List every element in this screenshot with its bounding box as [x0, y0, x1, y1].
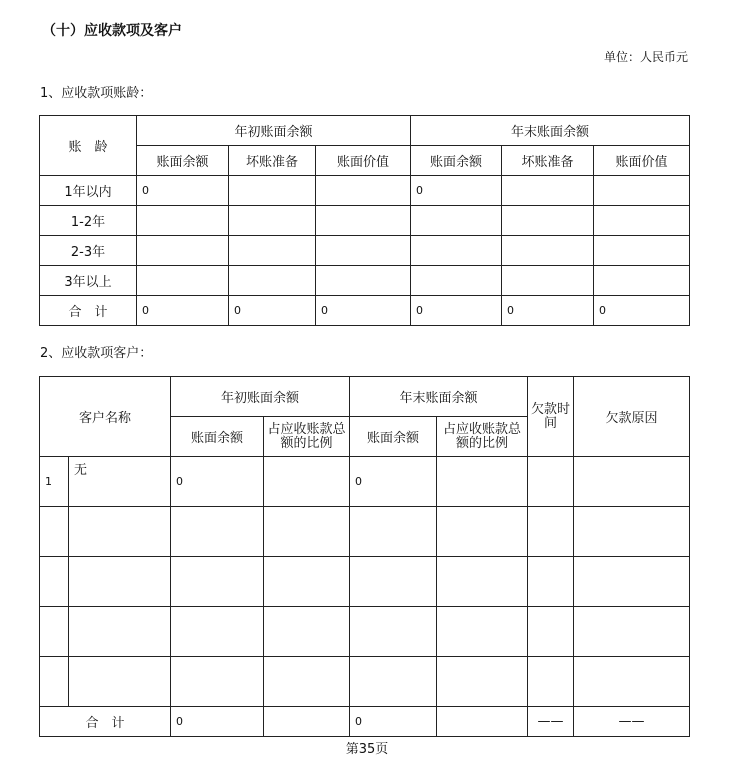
end-balance [350, 607, 437, 657]
end-balance [350, 557, 437, 607]
cell: 0 [316, 296, 411, 326]
begin-ratio [264, 457, 350, 507]
begin-balance [171, 507, 264, 557]
col-header: 坏账准备 [229, 146, 316, 176]
cell: 0 [502, 296, 594, 326]
reason [574, 607, 690, 657]
end-ratio [437, 457, 528, 507]
due-time [528, 507, 574, 557]
reason [574, 507, 690, 557]
currency-unit: 单位：人民币元 [603, 50, 688, 64]
receivables-aging-table [39, 115, 690, 326]
row-number [40, 507, 69, 557]
end-ratio [437, 657, 528, 707]
total-end-ratio [437, 707, 528, 737]
cell: 0 [137, 296, 229, 326]
reason [574, 557, 690, 607]
cell [502, 236, 594, 266]
begin-ratio [264, 557, 350, 607]
section-title: （十）应收款项及客户 [42, 23, 182, 39]
due-time [528, 607, 574, 657]
cell [502, 266, 594, 296]
cell: 0 [411, 296, 502, 326]
row-number [40, 607, 69, 657]
end-balance [350, 507, 437, 557]
cell [316, 266, 411, 296]
end-ratio [437, 557, 528, 607]
cell [229, 236, 316, 266]
table-row [40, 206, 690, 236]
cell [229, 266, 316, 296]
cell [411, 236, 502, 266]
col-header: 账面余额 [350, 417, 437, 457]
row-label: 3年以上 [40, 266, 137, 296]
col-header: 账面价值 [316, 146, 411, 176]
total-end-balance: 0 [350, 707, 437, 737]
customer-name [69, 557, 171, 607]
due-time [528, 657, 574, 707]
row-label: 合 计 [40, 296, 137, 326]
col-header: 账面余额 [137, 146, 229, 176]
table-row [40, 236, 690, 266]
begin-ratio [264, 507, 350, 557]
end-ratio [437, 507, 528, 557]
cell [594, 176, 690, 206]
begin-balance-group-header: 年初账面余额 [137, 116, 411, 146]
begin-ratio [264, 657, 350, 707]
begin-ratio [264, 607, 350, 657]
end-balance-group-header: 年末账面余额 [350, 377, 528, 417]
cell [411, 206, 502, 236]
cell [502, 176, 594, 206]
cell: 0 [411, 176, 502, 206]
total-row [40, 707, 690, 737]
cell [229, 206, 316, 236]
cell [594, 236, 690, 266]
customer-name-header: 客户名称 [40, 377, 171, 457]
table-row [40, 507, 690, 557]
total-label: 合 计 [40, 707, 171, 737]
customer-name [69, 657, 171, 707]
cell [137, 266, 229, 296]
end-ratio [437, 607, 528, 657]
row-number [40, 557, 69, 607]
row-number [40, 657, 69, 707]
col-header: 账面价值 [594, 146, 690, 176]
cell [316, 206, 411, 236]
table-row [40, 176, 690, 206]
begin-balance [171, 657, 264, 707]
total-begin-balance: 0 [171, 707, 264, 737]
cell: 0 [137, 176, 229, 206]
col-header: 坏账准备 [502, 146, 594, 176]
cell [594, 266, 690, 296]
cell [316, 176, 411, 206]
cell [137, 236, 229, 266]
begin-balance: 0 [171, 457, 264, 507]
cell: 0 [229, 296, 316, 326]
page-number: 第35页 [345, 742, 389, 757]
total-reason: —— [574, 707, 690, 737]
customer-name [69, 607, 171, 657]
begin-balance-group-header: 年初账面余额 [171, 377, 350, 417]
reason [574, 457, 690, 507]
table-row [40, 557, 690, 607]
customer-name [69, 507, 171, 557]
end-balance: 0 [350, 457, 437, 507]
due-time-header: 欠款时间 [528, 377, 574, 457]
row-number: 1 [40, 457, 69, 507]
begin-balance [171, 557, 264, 607]
cell [502, 206, 594, 236]
table-row [40, 266, 690, 296]
customers-caption: 2、应收款项客户： [40, 346, 153, 361]
table-row [40, 457, 690, 507]
row-label: 2-3年 [40, 236, 137, 266]
reason [574, 657, 690, 707]
cell [594, 206, 690, 236]
col-header: 占应收账款总额的比例 [264, 417, 350, 457]
reason-header: 欠款原因 [574, 377, 690, 457]
total-row [40, 296, 690, 326]
cell: 0 [594, 296, 690, 326]
end-balance-group-header: 年末账面余额 [411, 116, 690, 146]
row-label: 1-2年 [40, 206, 137, 236]
cell [411, 266, 502, 296]
col-header: 账面余额 [411, 146, 502, 176]
table-row [40, 607, 690, 657]
aging-caption: 1、应收款项账龄： [40, 86, 153, 101]
table-row [40, 657, 690, 707]
total-due-time: —— [528, 707, 574, 737]
cell [316, 236, 411, 266]
row-label: 1年以内 [40, 176, 137, 206]
due-time [528, 557, 574, 607]
due-time [528, 457, 574, 507]
cell [137, 206, 229, 236]
cell [229, 176, 316, 206]
age-header: 账 龄 [40, 116, 137, 176]
col-header: 账面余额 [171, 417, 264, 457]
col-header: 占应收账款总额的比例 [437, 417, 528, 457]
receivables-customers-table [39, 376, 690, 737]
end-balance [350, 657, 437, 707]
total-begin-ratio [264, 707, 350, 737]
customer-name: 无 [69, 457, 171, 507]
begin-balance [171, 607, 264, 657]
